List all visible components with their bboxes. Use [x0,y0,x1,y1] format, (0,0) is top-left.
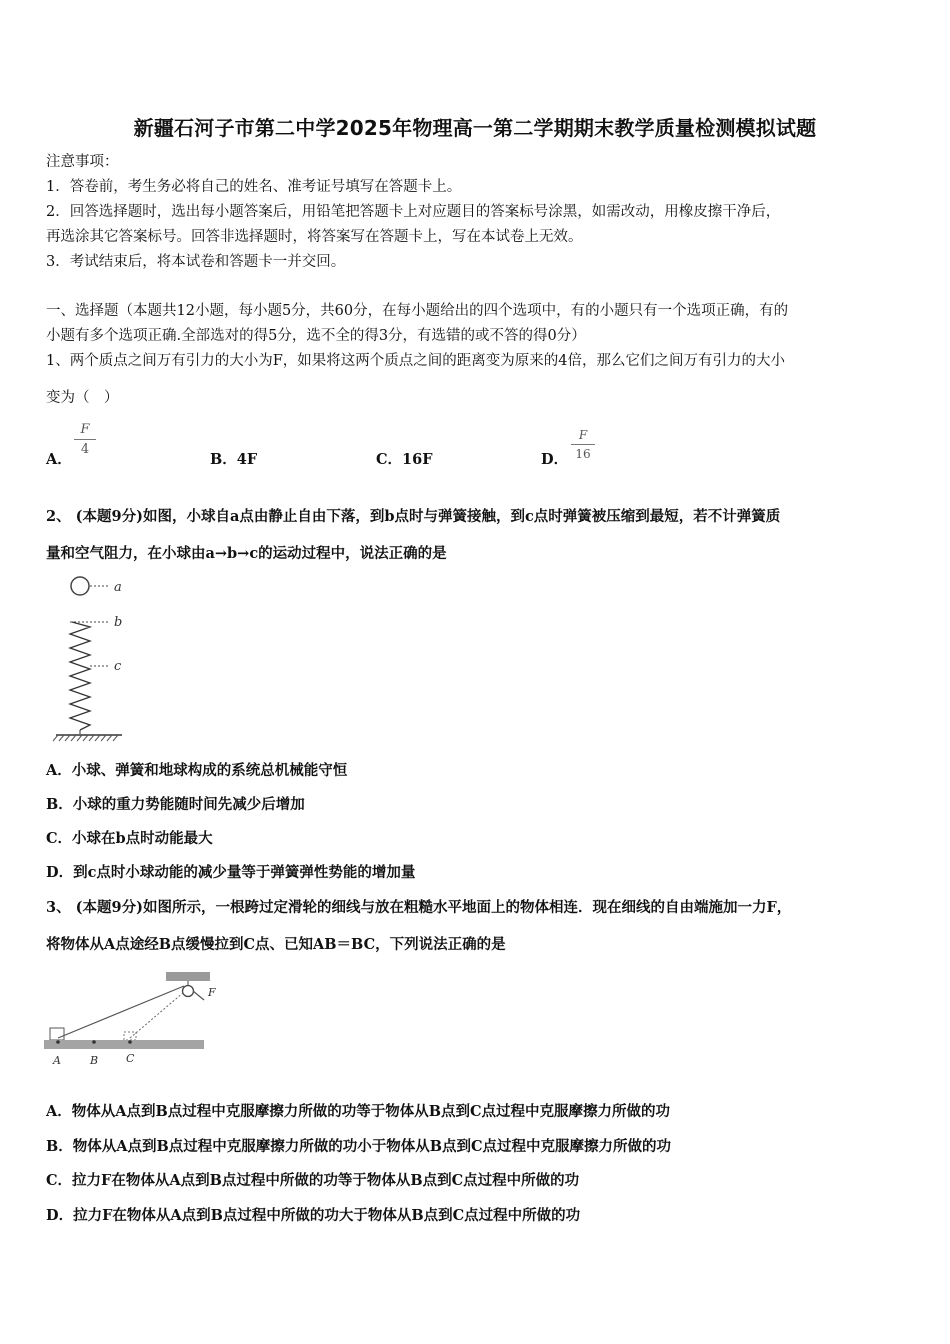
rope-free-end [193,991,204,1000]
q2-option-b: B．小球的重力势能随时间先减少后增加 [46,796,305,813]
point-A [56,1040,60,1044]
q1-option-d-denominator: 16 [575,447,591,461]
notice-item-1: 1．答卷前，考生务必将自己的姓名、准考证号填写在答题卡上。 [46,179,462,195]
q1-option-c: C．16F [376,451,433,468]
rope-final-dashed [130,992,184,1038]
block-shape [50,1028,64,1040]
spring-coil [70,622,90,730]
section-instructions-line-2: 小题有多个选项正确.全部选对的得5分，选不全的得3分，有选错的或不答的得0分） [46,328,586,344]
label-a: a [114,580,122,595]
label-B: B [90,1054,99,1067]
pulley-figure [44,966,216,1070]
label-c: c [114,659,122,674]
page-title: 新疆石河子市第二中学2025年物理高一第二学期期末教学质量检测模拟试题 [133,116,817,140]
q1-stem-line-1: 1、两个质点之间万有引力的大小为F，如果将这两个质点之间的距离变为原来的4倍，那么它们之间万有引力的大小 [46,353,786,369]
q1-option-d-numerator: F [578,428,588,442]
label-b: b [114,615,123,630]
q1-option-d-fraction [571,428,595,461]
q3-stem-line-1: 3、 (本题9分)如图所示，一根跨过定滑轮的细线与放在粗糙水平地面上的物体相连．现在细线的自由端施加一力F， [46,899,792,916]
q1-option-a-label: A． [46,451,72,468]
q2-option-a: A．小球、弹簧和地球构成的系统总机械能守恒 [46,762,348,779]
ground-hatching [53,735,118,741]
q3-option-c: C．拉力F在物体从A点到B点过程中所做的功等于物体从B点到C点过程中所做的功 [46,1172,580,1189]
q1-option-d-label: D． [541,451,569,468]
q2-option-c: C．小球在b点时动能最大 [46,830,213,847]
block-final-dashed [124,1032,136,1040]
q3-option-b: B．物体从A点到B点过程中克服摩擦力所做的功小于物体从B点到C点过程中克服摩擦力所做的功 [46,1138,672,1155]
notice-item-3: 3．考试结束后，将本试卷和答题卡一并交回。 [46,254,346,270]
q1-stem-line-2: 变为（ ） [46,390,119,406]
q2-stem-line-1: 2、 (本题9分)如图，小球自a点由静止自由下落，到b点时与弹簧接触，到c点时弹簧被压缩到最短，若不计弹簧质 [46,508,781,525]
label-A: A [53,1054,61,1067]
fraction-bar [571,444,595,445]
ground-surface [44,1040,204,1049]
q1-option-a-denominator: 4 [80,442,90,457]
pulley-wheel [183,986,194,997]
q1-option-a-fraction [74,422,96,457]
q3-option-a: A．物体从A点到B点过程中克服摩擦力所做的功等于物体从B点到C点过程中克服摩擦力所做的功 [46,1103,671,1120]
notice-item-2: 2．回答选择题时，选出每小题答案后，用铅笔把答题卡上对应题目的答案标号涂黑，如需改动，用橡皮擦干净后， [46,204,781,220]
q2-stem-line-2: 量和空气阻力，在小球由a→b→c的运动过程中，说法正确的是 [46,545,447,562]
section-instructions-line-1: 一、选择题（本题共12小题，每小题5分，共60分，在每小题给出的四个选项中，有的小题只有一个选项正确，有的 [46,303,789,319]
q2-option-d: D．到c点时小球动能的减少量等于弹簧弹性势能的增加量 [46,864,416,881]
spring-ball-figure [50,570,140,746]
label-C: C [126,1052,135,1065]
label-F: F [208,986,216,999]
q3-stem-line-2: 将物体从A点途经B点缓慢拉到C点、已知AB＝BC，下列说法正确的是 [46,936,506,953]
ceiling-support [166,972,210,981]
point-C [128,1040,132,1044]
rope-to-block [58,986,184,1038]
q1-option-b: B．4F [210,451,258,468]
fraction-bar [74,439,96,440]
q1-option-a-numerator: F [80,422,90,437]
notice-heading: 注意事项： [46,154,119,170]
notice-item-2-cont: 再选涂其它答案标号。回答非选择题时，将答案写在答题卡上，写在本试卷上无效。 [46,229,583,245]
point-B [92,1040,96,1044]
ball-shape [71,577,89,595]
q3-option-d: D．拉力F在物体从A点到B点过程中所做的功大于物体从B点到C点过程中所做的功 [46,1207,581,1224]
